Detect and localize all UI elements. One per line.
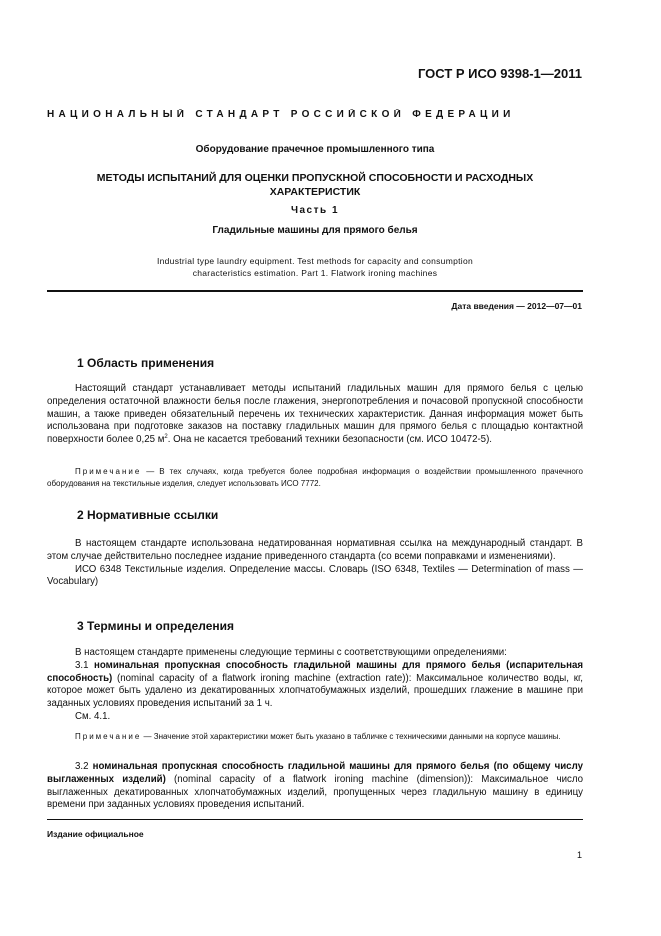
section-3-intro: В настоящем стандарте применены следующие термины с соответствующими определениями: — [75, 647, 507, 658]
section-3-heading: 3 Термины и определения — [77, 619, 235, 633]
see-reference: См. 4.1. — [75, 710, 111, 722]
section-2-heading: 2 Нормативные ссылки — [77, 508, 219, 522]
term-3-1-name: номинальная пропускная способность гладильной машины для прямого белья (испарительная способность) — [47, 659, 583, 684]
title-line-2: ХАРАКТЕРИСТИК — [269, 186, 361, 198]
title-line-1: МЕТОДЫ ИСПЫТАНИЙ ДЛЯ ОЦЕНКИ ПРОПУСКНОЙ СПОСОБНОСТИ И РАСХОДНЫХ — [96, 172, 534, 184]
section-2-paragraph-2: ИСО 6348 Текстильные изделия. Определение массы. Словарь (ISO 6348, Textiles — Determination of mass — Vocabulary) — [47, 563, 583, 588]
page-number: 1 — [576, 850, 582, 860]
official-edition-label: Издание официальное — [47, 829, 144, 839]
english-title-line-1: Industrial type laundry equipment. Test methods for capacity and consumption — [156, 256, 474, 266]
term-3-1: 3.1 номинальная пропускная способность гладильной машины для прямого белья (испарительная способность) (nominal capacity of a flatwork ironing machine (extraction rate)): Максимальное количество воды, кг, которое может быть удалено из декатированных хлопчатобумажных изделий, прошедших глажение в машине при заданных условиях проведения испытаний за 1 ч. — [47, 659, 583, 710]
section-1-heading: 1 Область применения — [77, 356, 215, 370]
document-title — [47, 171, 583, 199]
part-label: Часть 1 — [290, 205, 340, 216]
document-code: ГОСТ Р ИСО 9398-1—2011 — [417, 66, 582, 81]
section-3-note — [47, 731, 583, 743]
scope-line: Оборудование прачечное промышленного типа — [195, 144, 435, 155]
document-subtitle: Гладильные машины для прямого белья — [212, 225, 418, 236]
note-label: Примечание — [75, 467, 142, 476]
section-3-body — [47, 647, 583, 724]
section-2-paragraph-1: В настоящем стандарте использована недатированная нормативная ссылка на международный стандарт. В этом случае действительно последнее издание приведенного стандарта (со всеми поправками и изменениями). — [47, 538, 583, 562]
note-text: — Значение этой характеристики может быть указано в табличке с техническими данными на корпусе машины. — [141, 732, 561, 741]
section-1-note — [47, 466, 583, 490]
section-1-paragraph: Настоящий стандарт устанавливает методы испытаний гладильных машин для прямого белья с целью определения остаточной влажности белья после глажения, энергопотребления и почасовой пропускной способности машин, а также приведен обязательный перечень их технических характеристик. Данная информация может быть использована при подготовке заказов на поставку гладильных машин для прямого белья с площадью контактной поверхности более 0,25 $м^2$. Она не касается требований техники безопасности (см. ИСО 10472-5). — [47, 383, 583, 446]
footer-divider — [47, 819, 583, 820]
national-standard-banner: НАЦИОНАЛЬНЫЙ СТАНДАРТ РОССИЙСКОЙ ФЕДЕРАЦИИ — [47, 109, 515, 120]
section-1-body — [47, 383, 583, 447]
note-label: Примечание — [75, 732, 142, 741]
english-title — [47, 255, 583, 279]
header-divider — [47, 290, 583, 292]
term-3-2: 3.2 номинальная пропускная способность гладильной машины для прямого белья (по общему числу выглаженных изделий) (nominal capacity of a flatwork ironing machine (dimension)): Максимальное число выглаженных декатированных хлопчатобумажных изделий, пропущенных через гладильную машину в единицу времени при заданных условиях проведения испытаний. — [47, 761, 583, 811]
note-text: — В тех случаях, когда требуется более подробная информация о воздействии промышленного прачечного оборудования на текстильные изделия, следует использовать ИСО 7772. — [47, 467, 583, 488]
section-2-body — [47, 538, 583, 589]
term-3-2-block — [47, 761, 583, 812]
introduction-date: Дата введения — 2012—07—01 — [451, 301, 582, 311]
superscript: 2 — [164, 433, 168, 440]
english-title-line-2: characteristics estimation. Part 1. Flatwork ironing machines — [192, 268, 438, 278]
term-3-2-name: номинальная пропускная способность гладильной машины для прямого белья (по общему числу выглаженных изделий) — [47, 761, 583, 785]
